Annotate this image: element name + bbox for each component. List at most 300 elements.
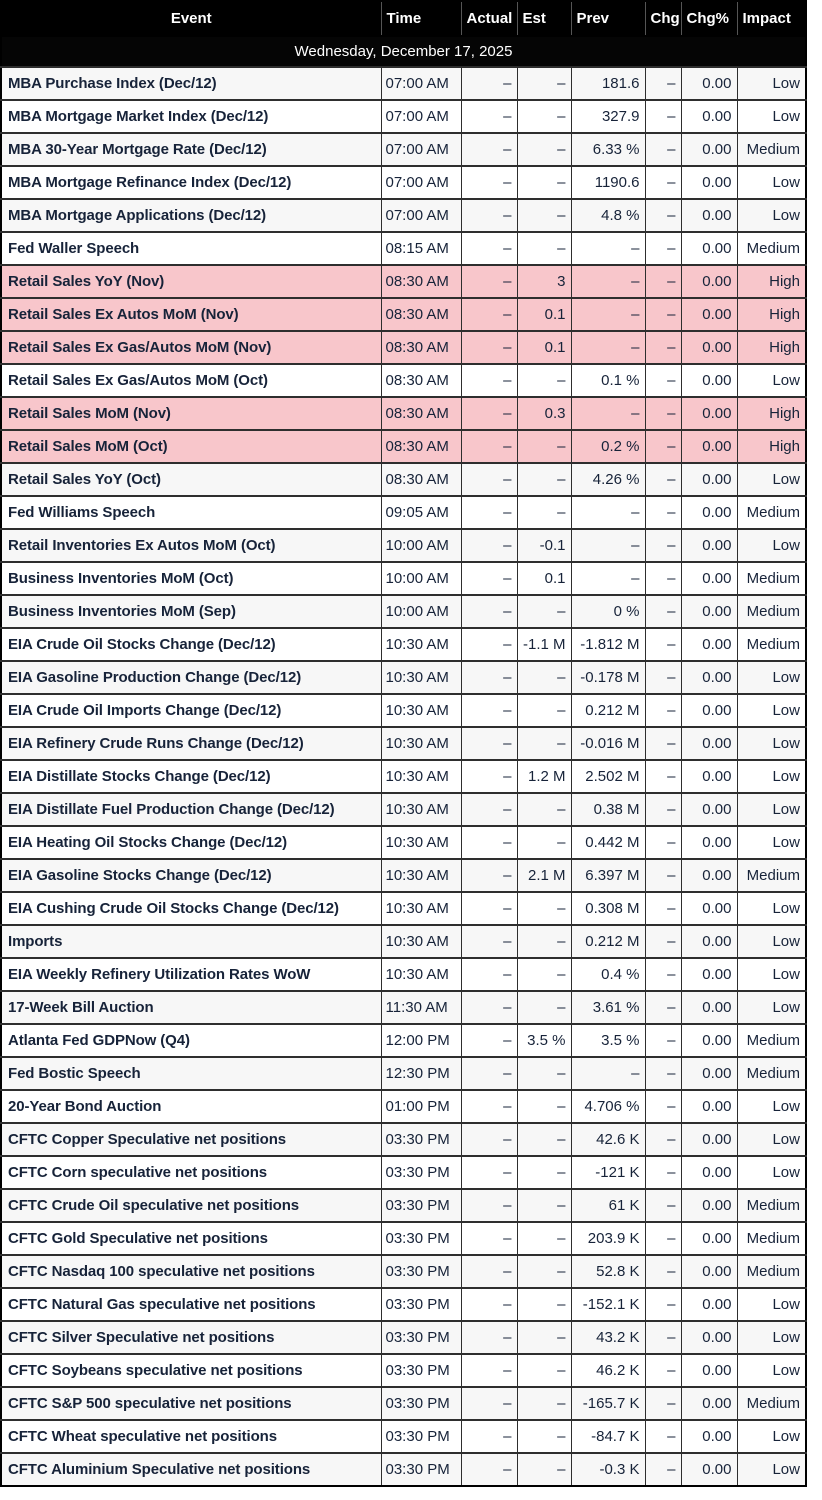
chg-cell: – — [645, 298, 681, 331]
impact-cell: Low — [737, 463, 806, 496]
event-cell[interactable]: CFTC Corn speculative net positions — [1, 1156, 381, 1189]
est-cell: – — [517, 199, 571, 232]
impact-cell: Low — [737, 892, 806, 925]
impact-cell: Medium — [737, 1387, 806, 1420]
prev-cell: 0.212 M — [571, 694, 645, 727]
chg-cell: – — [645, 958, 681, 991]
time-cell: 08:30 AM — [381, 463, 461, 496]
event-cell[interactable]: CFTC Soybeans speculative net positions — [1, 1354, 381, 1387]
prev-cell: 0.38 M — [571, 793, 645, 826]
actual-cell: – — [461, 1024, 517, 1057]
event-cell[interactable]: Fed Bostic Speech — [1, 1057, 381, 1090]
table-row — [1, 925, 806, 958]
table-row — [1, 1288, 806, 1321]
actual-cell: – — [461, 1354, 517, 1387]
chg-cell: – — [645, 166, 681, 199]
event-cell[interactable]: Atlanta Fed GDPNow (Q4) — [1, 1024, 381, 1057]
est-cell: – — [517, 661, 571, 694]
chg-cell: – — [645, 397, 681, 430]
event-cell[interactable]: Business Inventories MoM (Sep) — [1, 595, 381, 628]
chg-cell: – — [645, 133, 681, 166]
impact-cell: High — [737, 430, 806, 463]
time-cell: 03:30 PM — [381, 1321, 461, 1354]
prev-cell: 3.5 % — [571, 1024, 645, 1057]
time-cell: 03:30 PM — [381, 1222, 461, 1255]
table-row — [1, 1354, 806, 1387]
chg-cell: – — [645, 100, 681, 133]
impact-cell: High — [737, 331, 806, 364]
chg-pct-cell: 0.00 — [681, 1453, 737, 1486]
event-cell[interactable]: Fed Waller Speech — [1, 232, 381, 265]
impact-cell: Low — [737, 364, 806, 397]
date-header: Wednesday, December 17, 2025 — [1, 36, 806, 67]
event-cell[interactable]: Retail Sales MoM (Nov) — [1, 397, 381, 430]
actual-cell: – — [461, 100, 517, 133]
event-cell[interactable]: CFTC Aluminium Speculative net positions — [1, 1453, 381, 1486]
event-cell[interactable]: CFTC Silver Speculative net positions — [1, 1321, 381, 1354]
prev-cell: 4.26 % — [571, 463, 645, 496]
table-body — [1, 67, 806, 1486]
chg-pct-cell: 0.00 — [681, 892, 737, 925]
impact-cell: Low — [737, 199, 806, 232]
actual-cell: – — [461, 397, 517, 430]
event-cell[interactable]: CFTC Wheat speculative net positions — [1, 1420, 381, 1453]
chg-pct-cell: 0.00 — [681, 562, 737, 595]
prev-cell: 42.6 K — [571, 1123, 645, 1156]
chg-cell: – — [645, 529, 681, 562]
est-cell: – — [517, 1354, 571, 1387]
actual-cell: – — [461, 793, 517, 826]
impact-cell: Medium — [737, 133, 806, 166]
table-row — [1, 859, 806, 892]
event-cell[interactable]: Fed Williams Speech — [1, 496, 381, 529]
est-cell: – — [517, 232, 571, 265]
impact-cell: Medium — [737, 562, 806, 595]
prev-cell: 203.9 K — [571, 1222, 645, 1255]
chg-pct-cell: 0.00 — [681, 1354, 737, 1387]
event-cell[interactable]: Imports — [1, 925, 381, 958]
table-row — [1, 100, 806, 133]
table-row — [1, 760, 806, 793]
prev-cell: 0.1 % — [571, 364, 645, 397]
time-cell: 10:00 AM — [381, 595, 461, 628]
chg-pct-cell: 0.00 — [681, 925, 737, 958]
chg-pct-cell: 0.00 — [681, 1387, 737, 1420]
prev-cell: 2.502 M — [571, 760, 645, 793]
event-cell[interactable]: EIA Gasoline Stocks Change (Dec/12) — [1, 859, 381, 892]
chg-pct-cell: 0.00 — [681, 760, 737, 793]
event-cell[interactable]: EIA Refinery Crude Runs Change (Dec/12) — [1, 727, 381, 760]
est-cell: – — [517, 727, 571, 760]
actual-cell: – — [461, 430, 517, 463]
actual-cell: – — [461, 826, 517, 859]
chg-cell: – — [645, 232, 681, 265]
chg-cell: – — [645, 1024, 681, 1057]
time-cell: 01:00 PM — [381, 1090, 461, 1123]
time-cell: 10:30 AM — [381, 859, 461, 892]
column-header-actual: Actual — [461, 1, 517, 36]
impact-cell: High — [737, 298, 806, 331]
chg-cell: – — [645, 1189, 681, 1222]
event-cell[interactable]: Business Inventories MoM (Oct) — [1, 562, 381, 595]
chg-pct-cell: 0.00 — [681, 1222, 737, 1255]
est-cell: – — [517, 793, 571, 826]
chg-pct-cell: 0.00 — [681, 661, 737, 694]
event-cell[interactable]: Retail Sales Ex Gas/Autos MoM (Nov) — [1, 331, 381, 364]
est-cell: – — [517, 463, 571, 496]
chg-pct-cell: 0.00 — [681, 298, 737, 331]
table-row — [1, 991, 806, 1024]
actual-cell: – — [461, 562, 517, 595]
chg-cell: – — [645, 1387, 681, 1420]
prev-cell: – — [571, 298, 645, 331]
event-cell[interactable]: CFTC Natural Gas speculative net positions — [1, 1288, 381, 1321]
prev-cell: 61 K — [571, 1189, 645, 1222]
time-cell: 10:30 AM — [381, 826, 461, 859]
table-row — [1, 133, 806, 166]
est-cell: -1.1 M — [517, 628, 571, 661]
table-row — [1, 298, 806, 331]
actual-cell: – — [461, 232, 517, 265]
prev-cell: 0.442 M — [571, 826, 645, 859]
event-cell[interactable]: 20-Year Bond Auction — [1, 1090, 381, 1123]
actual-cell: – — [461, 166, 517, 199]
event-cell[interactable]: Retail Sales YoY (Oct) — [1, 463, 381, 496]
impact-cell: Low — [737, 991, 806, 1024]
actual-cell: – — [461, 628, 517, 661]
chg-cell: – — [645, 991, 681, 1024]
prev-cell: -0.016 M — [571, 727, 645, 760]
table-row — [1, 661, 806, 694]
time-cell: 10:30 AM — [381, 892, 461, 925]
prev-cell: 43.2 K — [571, 1321, 645, 1354]
prev-cell: – — [571, 232, 645, 265]
prev-cell: – — [571, 397, 645, 430]
impact-cell: Low — [737, 529, 806, 562]
chg-pct-cell: 0.00 — [681, 265, 737, 298]
actual-cell: – — [461, 1189, 517, 1222]
actual-cell: – — [461, 1222, 517, 1255]
prev-cell: -121 K — [571, 1156, 645, 1189]
time-cell: 08:30 AM — [381, 397, 461, 430]
chg-pct-cell: 0.00 — [681, 1189, 737, 1222]
est-cell: – — [517, 925, 571, 958]
event-cell[interactable]: EIA Cushing Crude Oil Stocks Change (Dec/12) — [1, 892, 381, 925]
event-cell[interactable]: MBA Purchase Index (Dec/12) — [1, 67, 381, 100]
event-cell[interactable]: EIA Heating Oil Stocks Change (Dec/12) — [1, 826, 381, 859]
table-row — [1, 1222, 806, 1255]
est-cell: 0.3 — [517, 397, 571, 430]
table-row — [1, 496, 806, 529]
actual-cell: – — [461, 661, 517, 694]
actual-cell: – — [461, 364, 517, 397]
event-cell[interactable]: Retail Sales Ex Gas/Autos MoM (Oct) — [1, 364, 381, 397]
chg-cell: – — [645, 727, 681, 760]
actual-cell: – — [461, 1156, 517, 1189]
impact-cell: Medium — [737, 1024, 806, 1057]
impact-cell: Low — [737, 826, 806, 859]
time-cell: 10:30 AM — [381, 694, 461, 727]
chg-cell: – — [645, 1453, 681, 1486]
chg-cell: – — [645, 562, 681, 595]
column-header-chg: Chg — [645, 1, 681, 36]
time-cell: 07:00 AM — [381, 166, 461, 199]
impact-cell: Low — [737, 1090, 806, 1123]
chg-pct-cell: 0.00 — [681, 397, 737, 430]
table-row — [1, 793, 806, 826]
impact-cell: Low — [737, 958, 806, 991]
time-cell: 10:30 AM — [381, 628, 461, 661]
est-cell: – — [517, 430, 571, 463]
event-cell[interactable]: CFTC S&P 500 speculative net positions — [1, 1387, 381, 1420]
time-cell: 03:30 PM — [381, 1420, 461, 1453]
chg-cell: – — [645, 1123, 681, 1156]
table-row — [1, 463, 806, 496]
chg-pct-cell: 0.00 — [681, 826, 737, 859]
date-header-row — [1, 36, 806, 67]
table-row — [1, 1321, 806, 1354]
table-row — [1, 595, 806, 628]
chg-cell: – — [645, 661, 681, 694]
column-header-est: Est — [517, 1, 571, 36]
table-row — [1, 958, 806, 991]
impact-cell: Medium — [737, 1255, 806, 1288]
prev-cell: 6.33 % — [571, 133, 645, 166]
table-row — [1, 562, 806, 595]
est-cell: – — [517, 1387, 571, 1420]
chg-pct-cell: 0.00 — [681, 694, 737, 727]
actual-cell: – — [461, 925, 517, 958]
chg-pct-cell: 0.00 — [681, 1090, 737, 1123]
column-header-time: Time — [381, 1, 461, 36]
table-row — [1, 826, 806, 859]
est-cell: 2.1 M — [517, 859, 571, 892]
est-cell: – — [517, 1156, 571, 1189]
chg-pct-cell: 0.00 — [681, 958, 737, 991]
impact-cell: Medium — [737, 1222, 806, 1255]
table-header-row — [1, 1, 806, 36]
time-cell: 08:15 AM — [381, 232, 461, 265]
est-cell: – — [517, 1255, 571, 1288]
chg-pct-cell: 0.00 — [681, 1156, 737, 1189]
est-cell: – — [517, 991, 571, 1024]
chg-pct-cell: 0.00 — [681, 1255, 737, 1288]
table-row — [1, 694, 806, 727]
chg-cell: – — [645, 463, 681, 496]
actual-cell: – — [461, 1123, 517, 1156]
prev-cell: – — [571, 1057, 645, 1090]
impact-cell: Low — [737, 661, 806, 694]
prev-cell: – — [571, 496, 645, 529]
prev-cell: 0 % — [571, 595, 645, 628]
chg-cell: – — [645, 364, 681, 397]
time-cell: 10:00 AM — [381, 529, 461, 562]
time-cell: 08:30 AM — [381, 265, 461, 298]
impact-cell: Low — [737, 1288, 806, 1321]
est-cell: – — [517, 826, 571, 859]
time-cell: 07:00 AM — [381, 133, 461, 166]
chg-pct-cell: 0.00 — [681, 331, 737, 364]
impact-cell: Low — [737, 67, 806, 100]
table-row — [1, 727, 806, 760]
chg-pct-cell: 0.00 — [681, 991, 737, 1024]
actual-cell: – — [461, 496, 517, 529]
time-cell: 07:00 AM — [381, 199, 461, 232]
chg-pct-cell: 0.00 — [681, 364, 737, 397]
est-cell: 0.1 — [517, 331, 571, 364]
event-cell[interactable]: EIA Crude Oil Imports Change (Dec/12) — [1, 694, 381, 727]
prev-cell: -165.7 K — [571, 1387, 645, 1420]
event-cell[interactable]: EIA Distillate Fuel Production Change (Dec/12) — [1, 793, 381, 826]
est-cell: – — [517, 166, 571, 199]
time-cell: 03:30 PM — [381, 1255, 461, 1288]
impact-cell: Low — [737, 793, 806, 826]
est-cell: – — [517, 67, 571, 100]
est-cell: 1.2 M — [517, 760, 571, 793]
chg-pct-cell: 0.00 — [681, 793, 737, 826]
column-header-impact: Impact — [737, 1, 806, 36]
table-row — [1, 364, 806, 397]
actual-cell: – — [461, 298, 517, 331]
time-cell: 10:30 AM — [381, 793, 461, 826]
prev-cell: 0.212 M — [571, 925, 645, 958]
actual-cell: – — [461, 694, 517, 727]
time-cell: 10:30 AM — [381, 661, 461, 694]
chg-cell: – — [645, 1057, 681, 1090]
event-cell[interactable]: CFTC Nasdaq 100 speculative net positions — [1, 1255, 381, 1288]
chg-pct-cell: 0.00 — [681, 133, 737, 166]
est-cell: – — [517, 892, 571, 925]
impact-cell: High — [737, 397, 806, 430]
event-cell[interactable]: MBA Mortgage Applications (Dec/12) — [1, 199, 381, 232]
event-cell[interactable]: MBA 30-Year Mortgage Rate (Dec/12) — [1, 133, 381, 166]
chg-cell: – — [645, 265, 681, 298]
actual-cell: – — [461, 529, 517, 562]
event-cell[interactable]: EIA Distillate Stocks Change (Dec/12) — [1, 760, 381, 793]
event-cell[interactable]: EIA Weekly Refinery Utilization Rates WoW — [1, 958, 381, 991]
table-row — [1, 529, 806, 562]
event-cell[interactable]: CFTC Copper Speculative net positions — [1, 1123, 381, 1156]
table-row — [1, 331, 806, 364]
actual-cell: – — [461, 331, 517, 364]
time-cell: 10:30 AM — [381, 727, 461, 760]
prev-cell: – — [571, 529, 645, 562]
prev-cell: -152.1 K — [571, 1288, 645, 1321]
actual-cell: – — [461, 727, 517, 760]
chg-cell: – — [645, 1090, 681, 1123]
event-cell[interactable]: Retail Sales MoM (Oct) — [1, 430, 381, 463]
event-cell[interactable]: CFTC Gold Speculative net positions — [1, 1222, 381, 1255]
table-row — [1, 1090, 806, 1123]
prev-cell: – — [571, 562, 645, 595]
impact-cell: Medium — [737, 496, 806, 529]
est-cell: 0.1 — [517, 562, 571, 595]
chg-pct-cell: 0.00 — [681, 595, 737, 628]
actual-cell: – — [461, 760, 517, 793]
actual-cell: – — [461, 1288, 517, 1321]
chg-cell: – — [645, 859, 681, 892]
impact-cell: Low — [737, 1453, 806, 1486]
chg-pct-cell: 0.00 — [681, 727, 737, 760]
table-row — [1, 1123, 806, 1156]
chg-cell: – — [645, 925, 681, 958]
chg-cell: – — [645, 331, 681, 364]
table-row — [1, 166, 806, 199]
time-cell: 12:00 PM — [381, 1024, 461, 1057]
event-cell[interactable]: MBA Mortgage Refinance Index (Dec/12) — [1, 166, 381, 199]
time-cell: 03:30 PM — [381, 1354, 461, 1387]
chg-pct-cell: 0.00 — [681, 67, 737, 100]
table-row — [1, 892, 806, 925]
est-cell: – — [517, 958, 571, 991]
column-header-event: Event — [1, 1, 381, 36]
est-cell: – — [517, 364, 571, 397]
event-cell[interactable]: Retail Sales YoY (Nov) — [1, 265, 381, 298]
actual-cell: – — [461, 595, 517, 628]
event-cell[interactable]: 17-Week Bill Auction — [1, 991, 381, 1024]
time-cell: 08:30 AM — [381, 298, 461, 331]
actual-cell: – — [461, 1255, 517, 1288]
time-cell: 07:00 AM — [381, 100, 461, 133]
time-cell: 10:30 AM — [381, 760, 461, 793]
actual-cell: – — [461, 991, 517, 1024]
est-cell: 3 — [517, 265, 571, 298]
prev-cell: 0.308 M — [571, 892, 645, 925]
event-cell[interactable]: Retail Inventories Ex Autos MoM (Oct) — [1, 529, 381, 562]
prev-cell: 6.397 M — [571, 859, 645, 892]
chg-cell: – — [645, 199, 681, 232]
chg-pct-cell: 0.00 — [681, 1123, 737, 1156]
chg-cell: – — [645, 694, 681, 727]
est-cell: – — [517, 1321, 571, 1354]
time-cell: 08:30 AM — [381, 430, 461, 463]
chg-pct-cell: 0.00 — [681, 1024, 737, 1057]
event-cell[interactable]: EIA Gasoline Production Change (Dec/12) — [1, 661, 381, 694]
chg-pct-cell: 0.00 — [681, 1057, 737, 1090]
event-cell[interactable]: EIA Crude Oil Stocks Change (Dec/12) — [1, 628, 381, 661]
impact-cell: High — [737, 265, 806, 298]
chg-pct-cell: 0.00 — [681, 100, 737, 133]
prev-cell: -84.7 K — [571, 1420, 645, 1453]
prev-cell: 327.9 — [571, 100, 645, 133]
impact-cell: Low — [737, 727, 806, 760]
prev-cell: – — [571, 331, 645, 364]
event-cell[interactable]: CFTC Crude Oil speculative net positions — [1, 1189, 381, 1222]
prev-cell: 181.6 — [571, 67, 645, 100]
prev-cell: 1190.6 — [571, 166, 645, 199]
est-cell: – — [517, 100, 571, 133]
prev-cell: -0.178 M — [571, 661, 645, 694]
impact-cell: Medium — [737, 1057, 806, 1090]
chg-pct-cell: 0.00 — [681, 166, 737, 199]
actual-cell: – — [461, 1057, 517, 1090]
actual-cell: – — [461, 199, 517, 232]
chg-pct-cell: 0.00 — [681, 529, 737, 562]
prev-cell: – — [571, 265, 645, 298]
impact-cell: Medium — [737, 595, 806, 628]
chg-pct-cell: 0.00 — [681, 232, 737, 265]
chg-pct-cell: 0.00 — [681, 1321, 737, 1354]
impact-cell: Medium — [737, 1189, 806, 1222]
event-cell[interactable]: Retail Sales Ex Autos MoM (Nov) — [1, 298, 381, 331]
table-row — [1, 1387, 806, 1420]
actual-cell: – — [461, 265, 517, 298]
impact-cell: Medium — [737, 628, 806, 661]
chg-cell: – — [645, 892, 681, 925]
est-cell: – — [517, 1189, 571, 1222]
impact-cell: Low — [737, 1321, 806, 1354]
event-cell[interactable]: MBA Mortgage Market Index (Dec/12) — [1, 100, 381, 133]
